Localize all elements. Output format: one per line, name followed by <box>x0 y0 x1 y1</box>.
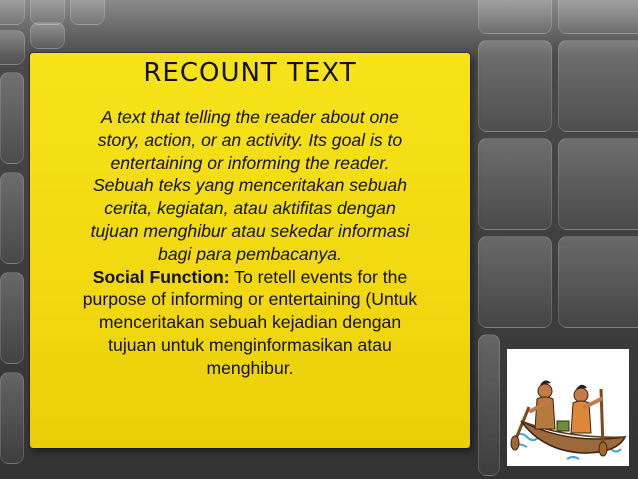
social-function-line: menceritakan sebuah kejadian dengan <box>98 312 402 333</box>
decorative-tile <box>0 0 25 25</box>
definition-en-line: entertaining or informing the reader. <box>110 152 390 173</box>
definition-id-line: Sebuah teks yang menceritakan sebuah <box>93 175 407 196</box>
slide-title: RECOUNT TEXT <box>143 58 357 88</box>
social-function-label: Social Function: <box>92 266 230 287</box>
canoe-paddlers-icon <box>507 349 629 466</box>
decorative-tile <box>70 0 105 25</box>
canoe-clipart <box>507 349 629 466</box>
decorative-tile <box>478 236 552 328</box>
social-function-line: purpose of informing or entertaining (Untuk <box>82 289 418 310</box>
decorative-tile <box>30 22 65 49</box>
decorative-tile <box>478 334 500 476</box>
definition-id-line: tujuan menghibur atau sekedar informasi <box>90 220 410 241</box>
definition-id-line: bagi para pembacanya. <box>158 243 342 264</box>
decorative-tile <box>558 138 638 230</box>
decorative-tile <box>478 40 552 132</box>
decorative-tile <box>478 138 552 230</box>
definition-en-line: A text that telling the reader about one <box>101 107 399 127</box>
decorative-tile <box>0 72 24 164</box>
decorative-tile <box>0 372 24 464</box>
decorative-tile <box>0 30 25 65</box>
social-function-line: tujuan untuk menginformasikan atau <box>108 334 392 355</box>
social-function-line: menghibur. <box>206 357 294 378</box>
definition-id-line: cerita, kegiatan, atau aktifitas dengan <box>104 198 396 219</box>
social-function-line <box>32 266 468 289</box>
decorative-tile <box>558 236 638 328</box>
slide-body <box>32 106 468 380</box>
decorative-tile <box>0 272 24 364</box>
definition-en-line: story, action, or an activity. Its goal is to <box>97 129 403 150</box>
decorative-tile <box>558 40 638 132</box>
decorative-tile <box>478 0 552 34</box>
decorative-tile <box>0 172 24 264</box>
decorative-tile <box>558 0 638 34</box>
social-function-text: To retell events for the <box>229 266 408 287</box>
